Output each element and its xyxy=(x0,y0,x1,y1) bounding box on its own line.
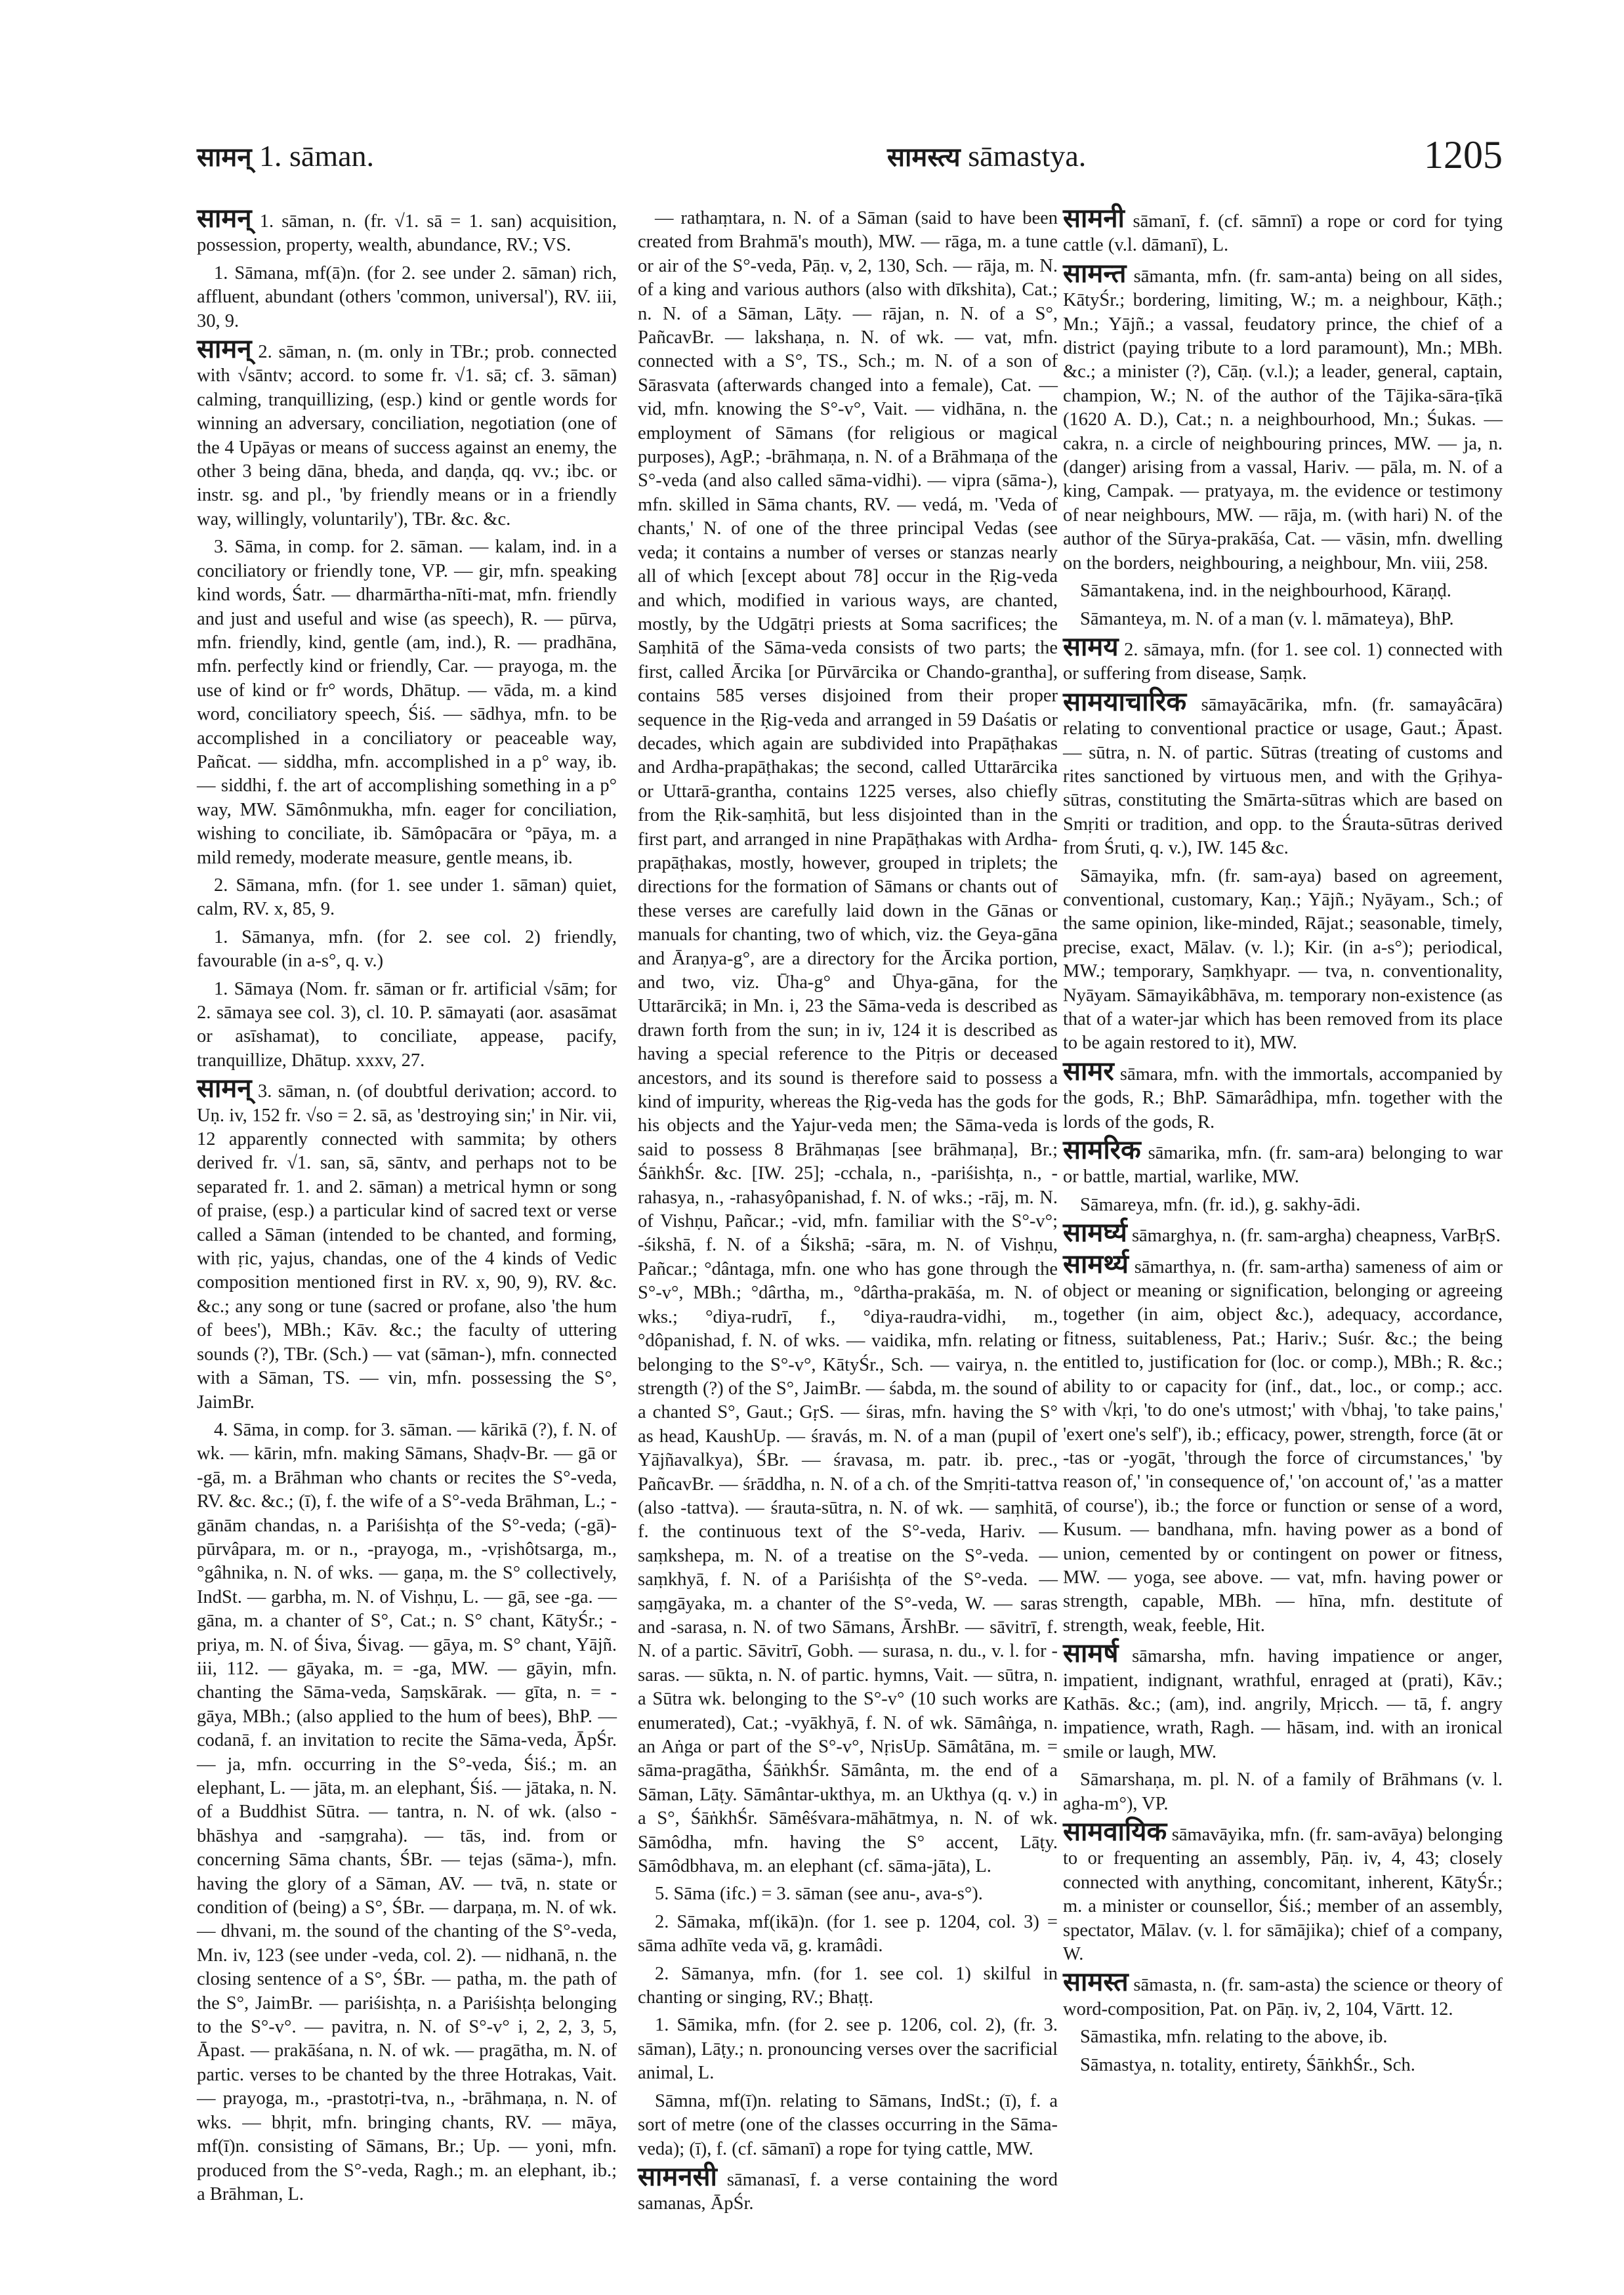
dictionary-entry xyxy=(197,1418,617,2206)
dictionary-entry xyxy=(1063,1218,1503,1249)
dictionary-entry xyxy=(1063,608,1503,631)
entry-headword-devanagari: सामरिक xyxy=(1063,1135,1141,1166)
entry-text: 2. Sāmana, mfn. (for 1. see under 1. sāman) quiet, calm, RV. x, 85, 9. xyxy=(197,875,617,920)
dictionary-entry xyxy=(1063,258,1503,575)
entry-headword-devanagari: सामन् xyxy=(197,203,252,234)
entry-text: sāmarthya, n. (fr. sam-artha) sameness of aim or object or meaning or signification, belonging or agreeing together (in aim, object &c.), adequacy, accordance, fitness, suitableness, Pat.; Hariv.; Suśr. &c.; the being entitled to, justification for (loc. or comp.), MBh.; R. &c.; ability to or capacity for (inf., dat., loc., or comp.; acc. with √kṛi, 'to do one's utmost;' with √bhaj, 'to take pains,' 'exert one's self'), ib.; efficacy, power, strength, force (āt or -tas or -yogāt, 'through the force of circumstances,' 'by reason of,' 'in consequence of,' 'on account of,' 'as a matter of course'), ib.; the force or function or sense of a word, Kusum. — bandhana, mfn. having power as a bond of union, cemented by or contingent on power or fitness, MW. — yoga, see above. — vat, mfn. having power or strength, capable, MBh. — hīna, mfn. destitute of strength, weak, feeble, Hit. xyxy=(1063,1256,1503,1636)
page-number: 1205 xyxy=(1424,133,1503,176)
dictionary-entry xyxy=(638,2161,1058,2216)
dictionary-entry xyxy=(638,2090,1058,2161)
entry-text: 1. Sāmana, mf(ā)n. (for 2. see under 2. sāman) rich, affluent, abundant (others 'common, universal'), RV. iii, 30, 9. xyxy=(197,262,617,331)
entry-text: sāmara, mfn. with the immortals, accompanied by the gods, R.; BhP. Sāmarâdhipa, mfn. together with the lords of the gods, R. xyxy=(1063,1064,1503,1132)
entry-headword-devanagari: सामन् xyxy=(197,334,252,365)
page-header xyxy=(197,133,1503,190)
entry-text: Sāmastya, n. totality, entirety, ŚāṅkhŚr., Sch. xyxy=(1080,2054,1415,2075)
dictionary-entry xyxy=(1063,203,1503,258)
entry-text: 2. sāmaya, mfn. (for 1. see col. 1) connected with or suffering from disease, Saṃk. xyxy=(1063,639,1503,684)
entry-headword-devanagari: सामन्त xyxy=(1063,258,1127,289)
entry-text: 1. Sāmaya (Nom. fr. sāman or fr. artificial √sām; for 2. sāmaya see col. 3), cl. 10. P. sāmayati (aor. asasāmat or asīshamat), to conciliate, appease, pacify, tranquillize, Dhātup. xxxv, 27. xyxy=(197,978,617,1071)
running-head-left-devanagari: सामन् xyxy=(197,142,252,173)
entry-text: 2. Sāmaka, mf(ikā)n. (for 1. see p. 1204, col. 3) = sāma adhīte veda vā, g. kramâdi. xyxy=(638,1911,1058,1956)
dictionary-entry xyxy=(1063,865,1503,1056)
entry-headword-devanagari: सामवायिक xyxy=(1063,1817,1167,1847)
entry-text: 3. Sāma, in comp. for 2. sāman. — kalam, ind. in a conciliatory or friendly tone, VP. — gir, mfn. speaking kind words, Śatr. — dharmārtha-nīti-mat, mfn. friendly and just and useful and wise (as speech), R. — pūrva, mfn. friendly, kind, gentle (am, ind.), R. — pradhāna, mfn. perfectly kind or friendly, Car. — prayoga, m. the use of kind or fr° words, Dhātup. — vāda, m. a kind word, conciliatory speech, Śiś. — sādhya, mfn. to be accomplished in a conciliatory or peaceable way, Pañcat. — siddha, mfn. accomplished in a p° way, ib. — siddhi, f. the art of accomplishing something in a p° way, MW. Sāmônmukha, mfn. eager for conciliation, wishing to conciliate, ib. Sāmôpacāra or °pāya, m. a mild remedy, moderate measure, gentle means, ib. xyxy=(197,537,617,868)
entry-text: 1. Sāmika, mfn. (for 2. see p. 1206, col. 2), (fr. 3. sāman), Lāṭy.; n. pronouncing verses over the sacrificial animal, L. xyxy=(638,2015,1058,2084)
dictionary-entry xyxy=(1063,1638,1503,1764)
dictionary-entry xyxy=(197,1073,617,1415)
entry-text: sāmanasī, f. a verse containing the word samanas, ĀpŚr. xyxy=(638,2169,1058,2214)
dictionary-column-3 xyxy=(1063,203,1503,2136)
dictionary-column-1 xyxy=(197,203,617,2204)
entry-text: 2. Sāmanya, mfn. (for 1. see col. 1) skilful in chanting or singing, RV.; Bhaṭṭ. xyxy=(638,1963,1058,2008)
entry-text: 4. Sāma, in comp. for 3. sāman. — kārikā (?), f. N. of wk. — kārin, mfn. making Sāmans, Shaḍv-Br. — gā or -gā, m. a Brāhman who chants or recites the S°-veda, RV. &c. &c.; (ī), f. the wife of a S°-veda Brāhman, L.; -gānām chandas, n. a Pariśishṭa of the S°-veda; (-gā)-pūrvâpara, m. or n., -prayoga, m., -vṛishôtsarga, m., °gâhnika, n. N. of wks. — gaṇa, m. the S° collectively, IndSt. — garbha, m. N. of Vishṇu, L. — gā, see -ga. — gāna, m. a chanter of S°, Cat.; n. S° chant, KātyŚr.; -priya, m. N. of Śiva, Śivag. — gāya, m. S° chant, Yājñ. iii, 112. — gāyaka, m. = -ga, MW. — gāyin, mfn. chanting the Sāma-veda, Saṃskārak. — gīta, n. = -gāya, MBh.; (also applied to the hum of bees), BhP. — codanā, f. an invitation to recite the Sāma-veda, ĀpŚr. — ja, mfn. occurring in the S°-veda, Śiś.; m. an elephant, L. — jāta, m. an elephant, Śiś. — jātaka, n. N. of a Buddhist Sūtra. — tantra, n. N. of wk. (also -bhāshya and -saṃgraha). — tās, ind. from or concerning Sāma chants, ŚBr. — tejas (sāma-), mfn. having the glory of a Sāman, AV. — tvā, n. state or condition of (being) a S°, ŚBr. — darpaṇa, m. N. of wk. — dhvani, m. the sound of the chanting of the S°-veda, Mn. iv, 123 (see under -veda, col. 2). — nidhanā, n. the closing sentence of a S°, ŚBr. — patha, m. the path of the S°, JaimBr. — pariśishṭa, n. a Pariśishṭa belonging to the S°-v°. — pavitra, n. N. of S°-v° i, 2, 2, 3, 5, Āpast. — prakāśana, n. N. of wk. — pragātha, m. N. of partic. verses to be chanted by the three Hotrakas, Vait. — prayoga, m., -prastotṛi-tva, n., -brāhmaṇa, n. N. of wks. — bhṛit, mfn. bringing chants, RV. — māya, mf(ī)n. consisting of Sāmans, Br.; Up. — yoni, mfn. produced from the S°-veda, Ragh.; m. an elephant, ib.; a Brāhman, L. xyxy=(197,1419,617,2204)
entry-text: 3. sāman, n. (of doubtful derivation; accord. to Uṇ. iv, 152 fr. √so = 2. sā, as 'destroying sin;' in Nir. vii, 12 apparently connected with sammita; by others derived fr. √1. san, sā, sāntv, and perhaps not to be separated fr. 1. and 2. sāman) a metrical hymn or song of praise, (esp.) a particular kind of sacred text or verse called a Sāman (intended to be chanted, and forming, with ṛic, yajus, chandas, one of the 4 kinds of Vedic composition mentioned first in RV. x, 90, 9), RV. &c. &c.; any song or tune (sacred or profane, also 'the hum of bees'), MBh.; Kāv. &c.; the faculty of uttering sounds (?), TBr. (Sch.) — vat (sāman-), mfn. connected with a Sāman, TS. — vin, mfn. possessing the S°, JaimBr. xyxy=(197,1081,617,1413)
dictionary-entry xyxy=(197,203,617,258)
dictionary-entry xyxy=(1063,1135,1503,1189)
running-head-right xyxy=(887,138,1086,174)
dictionary-entry xyxy=(638,1962,1058,2010)
entry-text: Sāmanteya, m. N. of a man (v. l. māmateya), BhP. xyxy=(1080,608,1454,629)
dictionary-entry xyxy=(197,874,617,922)
dictionary-entry xyxy=(197,978,617,1073)
entry-text: — rathaṃtara, n. N. of a Sāman (said to have been created from Brahmā's mouth), MW. — rāga, m. a tune or air of the S°-veda, Pāṇ. v, 2, 130, Sch. — rāja, m. N. of a king and various authors (also with dīkshita), Cat.; n. N. of a Sāman, Lāṭy. — rājan, n. N. of a S°, PañcavBr. — lakshaṇa, n. N. of wk. — vat, mfn. connected with a S°, TS., Sch.; m. N. of a son of Sārasvata (afterwards changed into a female), Cat. — vid, mfn. knowing the S°-v°, Vait. — vidhāna, n. the employment of Sāmans (for religious or magical purposes), AgP.; -brāhmaṇa, n. N. of a Brāhmaṇa of the S°-veda (and also called sāma-vidhi). — vipra (sāma-), mfn. skilled in Sāma chants, RV. — vedá, m. 'Veda of chants,' N. of one of the three principal Vedas (see veda; it contains a number of verses or stanzas nearly all of which [except about 78] occur in the Ṛig-veda and which, modified in various ways, are chanted, mostly, by the Udgātṛi priests at Soma sacrifices; the Saṃhitā of the Sāma-veda consists of two parts; the first, called Ārcika [or Pūrvārcika or Chando-grantha], contains 585 verses disjoined from their proper sequence in the Ṛig-veda and arranged in 59 Daśatis or decades, which again are subdivided into Prapāṭhakas and Ardha-prapāṭhakas; the second, called Uttarārcika or Uttarā-grantha, contains 1225 verses, also chiefly from the Ṛik-saṃhitā, but less disjointed than in the first part, and arranged in nine Prapāṭhakas with Ardha-prapāṭhakas, mostly, however, grouped in triplets; the directions for the formation of Sāmans or chants out of these verses are carefully laid down in the Gānas or manuals for chanting, two of which, viz. the Geya-gāna and Āraṇya-g°, are a directory for the Ārcika portion, and two, viz. Ūha-g° and Ūhya-gāna, for the Uttarārcikā; in Mn. i, 23 the Sāma-veda is described as drawn forth from the sun; in iv, 124 it is described as having a special reference to the Pitṛis or deceased ancestors, and its sound is therefore said to possess a kind of impurity, whereas the Ṛig-veda has the gods for his objects and the Yajur-veda men; the Sāma-veda is said to possess 8 Brāhmaṇas [see brāhmaṇa], Br.; ŚāṅkhŚr. &c. [IW. 25]; -cchala, n., -pariśishṭa, n., -rahasya, n., -rahasyôpanishad, f. N. of wks.; -rāj, m. N. of Vishṇu, Pañcar.; -vid, mfn. familiar with the S°-v°; -śikshā, f. N. of a Śikshā; -sāra, m. N. of Vishṇu, Pañcar.; °dântaga, mfn. one who has gone through the S°-v°, MBh.; °dârtha, m., °dârtha-prakāśa, m. N. of wks.; °diya-rudrī, f., °diya-raudra-vidhi, m., °dôpanishad, f. N. of wks. — vaidika, mfn. relating or belonging to the S°-v°, KātyŚr., Sch. — vairya, n. the strength (?) of the S°, JaimBr. — śabda, m. the sound of a chanted S°, Gaut.; GṛS. — śiras, mfn. having the S° as head, KaushUp. — śravás, m. N. of a man (pupil of Yājñavalkya), ŚBr. — śravasa, m. patr. ib. prec., PañcavBr. — śrāddha, n. N. of a ch. of the Smṛiti-tattva (also -tattva). — śrauta-sūtra, n. N. of wk. — saṃhitā, f. the continuous text of the S°-veda, Hariv. — saṃkshepa, m. N. of a treatise on the S°-veda. — saṃkhyā, f. N. of a Pariśishṭa of the S°-veda. — saṃgāyaka, m. a chanter of the S°-veda, W. — saras and -sarasa, n. N. of two Sāmans, ĀrshBr. — sāvitrī, f. N. of a partic. Sāvitrī, Gobh. — surasa, n. du., v. l. for -saras. — sūkta, n. N. of partic. hymns, Vait. — sūtra, n. a Sūtra wk. belonging to the S°-v° (10 such works are enumerated), Cat.; -vyākhyā, f. N. of wk. Sāmâṅga, n. an Aṅga or part of the S°-v°, NṛisUp. Sāmâtāna, m. = sāma-pragātha, ŚāṅkhŚr. Sāmânta, m. the end of a Sāman, Lāṭy. Sāmântar-ukthya, m. an Ukthya (q. v.) in a S°, ŚāṅkhŚr. Sāmêśvara-māhātmya, n. N. of wk. Sāmôdha, mfn. having the S° accent, Lāṭy. Sāmôdbhava, m. an elephant (cf. sāma-jāta), L. xyxy=(638,208,1058,1877)
dictionary-entry xyxy=(1063,579,1503,603)
entry-text: sāmasta, n. (fr. sam-asta) the science or theory of word-composition, Pat. on Pāṇ. iv, 2, 104, Vārtt. 12. xyxy=(1063,1975,1503,2019)
dictionary-entry xyxy=(1063,631,1503,686)
dictionary-entry xyxy=(638,207,1058,1878)
entry-headword-devanagari: सामय xyxy=(1063,631,1119,662)
entry-text: Sāmastika, mfn. relating to the above, ib. xyxy=(1080,2027,1388,2048)
entry-text: sāmanta, mfn. (fr. sam-anta) being on all sides, KātyŚr.; bordering, limiting, W.; m. a neighbour, Kāṭh.; Mn.; Yājñ.; a vassal, feudatory prince, the chief of a district (paying tribute to a lord paramount), Mn.; MBh. &c.; a minister (?), Cāṇ. (v.l.); a leader, general, captain, champion, W.; N. of the author of the Tājika-sāra-ṭīkā (1620 A. D.), Cat.; n. a neighbourhood, Mn.; Śukas. — cakra, n. a circle of neighbouring princes, MW. — ja, n. (danger) arising from a vassal, Hariv. — pāla, m. N. of a king, Campak. — pratyaya, m. the evidence or testimony of near neighbours, MW. — rāja, m. (with hari) N. of the author of the Sūrya-prakāśa, Cat. — vāsin, mfn. dwelling on the borders, neighbouring, a neighbour, Mn. viii, 258. xyxy=(1063,266,1503,573)
running-head-left-roman: 1. sāman. xyxy=(251,139,375,173)
entry-headword-devanagari: सामर्थ्य xyxy=(1063,1249,1129,1279)
entry-headword-devanagari: सामयाचारिक xyxy=(1063,686,1187,717)
entry-text: sāmavāyika, mfn. (fr. sam-avāya) belonging to or frequenting an assembly, Pāṇ. iv, 4, 43; closely connected with anything, concomitant, inherent, KātyŚr.; m. a minister or counsellor, Śiś.; member of an assembly, spectator, Mālav. (v. l. for sāmājika); chief of a company, W. xyxy=(1063,1825,1503,1965)
entry-text: 2. sāman, n. (m. only in TBr.; prob. connected with √sāntv; accord. to some fr. √1. sā; cf. 3. sāman) calming, tranquillizing, (esp.) kind or gentle words for winning an adversary, conciliation, negotiation (one of the 4 Upāyas or means of success against an enemy, the other 3 being dāna, bheda, and daṇḍa, qq. vv.; ibc. or instr. sg. and pl., 'by friendly means or in a friendly way, willingly, voluntarily'), TBr. &c. &c. xyxy=(197,342,617,529)
entry-text: sāmayācārika, mfn. (fr. samayâcāra) relating to conventional practice or usage, Gaut.; Āpast. — sūtra, n. N. of partic. Sūtras (treating of customs and rites sanctioned by virtuous men, and with the Gṛihya-sūtras, constituting the Smārta-sūtras which are based on Smṛiti or tradition, and opp. to the Śrauta-sūtras derived from Śruti, q. v.), IW. 145 &c. xyxy=(1063,694,1503,859)
dictionary-entry xyxy=(1063,686,1503,861)
entry-text: 1. sāman, n. (fr. √1. sā = 1. san) acquisition, possession, property, wealth, abundance, RV.; VS. xyxy=(197,211,617,256)
dictionary-entry xyxy=(197,926,617,974)
dictionary-entry xyxy=(1063,1056,1503,1134)
entry-text: Sāmayika, mfn. (fr. sam-aya) based on agreement, conventional, customary, Kaṇ.; Yājñ.; Nyāyam., Sch.; of the same opinion, like-minded, Rājat.; seasonable, timely, precise, exact, Mālav. (v. l.); Kir. (in a-s°); periodical, MW.; temporary, Saṃkhyapr. — tva, n. conventionality, Nyāyam. Sāmayikâbhāva, m. temporary non-existence (as that of a water-jar which has been removed from its place to be again restored to it), MW. xyxy=(1063,865,1503,1054)
dictionary-entry xyxy=(638,2014,1058,2085)
running-head-right-devanagari: सामस्त्य xyxy=(887,142,961,173)
running-head-right-roman: sāmastya. xyxy=(960,139,1087,173)
dictionary-entry xyxy=(1063,2025,1503,2049)
entry-headword-devanagari: सामनी xyxy=(1063,203,1125,234)
entry-headword-devanagari: सामन् xyxy=(197,1073,252,1104)
entry-text: Sāmarshaṇa, m. pl. N. of a family of Brāhmans (v. l. agha-m°), VP. xyxy=(1063,1769,1503,1814)
entry-headword-devanagari: सामर्ष xyxy=(1063,1638,1119,1669)
entry-headword-devanagari: सामर्घ्य xyxy=(1063,1218,1127,1249)
dictionary-column-2 xyxy=(638,207,1058,2214)
dictionary-entry xyxy=(1063,1967,1503,2021)
dictionary-entry xyxy=(638,1882,1058,1906)
entry-text: sāmanī, f. (cf. sāmnī) a rope or cord for tying cattle (v.l. dāmanī), L. xyxy=(1063,211,1503,256)
running-head-left xyxy=(197,138,374,174)
entry-text: 1. Sāmanya, mfn. (for 2. see col. 2) friendly, favourable (in a-s°, q. v.) xyxy=(197,926,617,972)
entry-headword-devanagari: सामस्त xyxy=(1063,1967,1129,1998)
entry-headword-devanagari: सामर xyxy=(1063,1056,1114,1086)
dictionary-entry xyxy=(1063,2054,1503,2077)
entry-text: sāmarghya, n. (fr. sam-argha) cheapness, VarBṛS. xyxy=(1127,1226,1501,1247)
dictionary-entry xyxy=(197,334,617,531)
dictionary-entry xyxy=(1063,1817,1503,1966)
entry-text: 5. Sāma (ifc.) = 3. sāman (see anu-, ava-s°). xyxy=(655,1884,983,1905)
entry-text: sāmarika, mfn. (fr. sam-ara) belonging to war or battle, martial, warlike, MW. xyxy=(1063,1143,1503,1188)
dictionary-entry xyxy=(1063,1768,1503,1816)
entry-text: Sāmareya, mfn. (fr. id.), g. sakhy-ādi. xyxy=(1080,1194,1361,1215)
entry-text: sāmarsha, mfn. having impatience or anger, impatient, indignant, wrathful, enraged at (prati), Kāv.; Kathās. &c.; (am), ind. angrily, Mṛicch. — tā, f. angry impatience, wrath, Ragh. — hāsam, ind. with an ironical smile or laugh, MW. xyxy=(1063,1646,1503,1762)
dictionary-entry xyxy=(1063,1193,1503,1217)
entry-text: Sāmna, mf(ī)n. relating to Sāmans, IndSt.; (ī), f. a sort of metre (one of the classes occurring in the Sāma-veda); (ī), f. (cf. sāmanī) a rope for tying cattle, MW. xyxy=(638,2090,1058,2159)
dictionary-entry xyxy=(1063,1249,1503,1638)
entry-text: Sāmantakena, ind. in the neighbourhood, Kāraṇḍ. xyxy=(1080,581,1451,602)
dictionary-entry xyxy=(197,535,617,870)
dictionary-entry xyxy=(197,262,617,333)
dictionary-entry xyxy=(638,1911,1058,1958)
entry-headword-devanagari: सामनसी xyxy=(638,2161,717,2192)
